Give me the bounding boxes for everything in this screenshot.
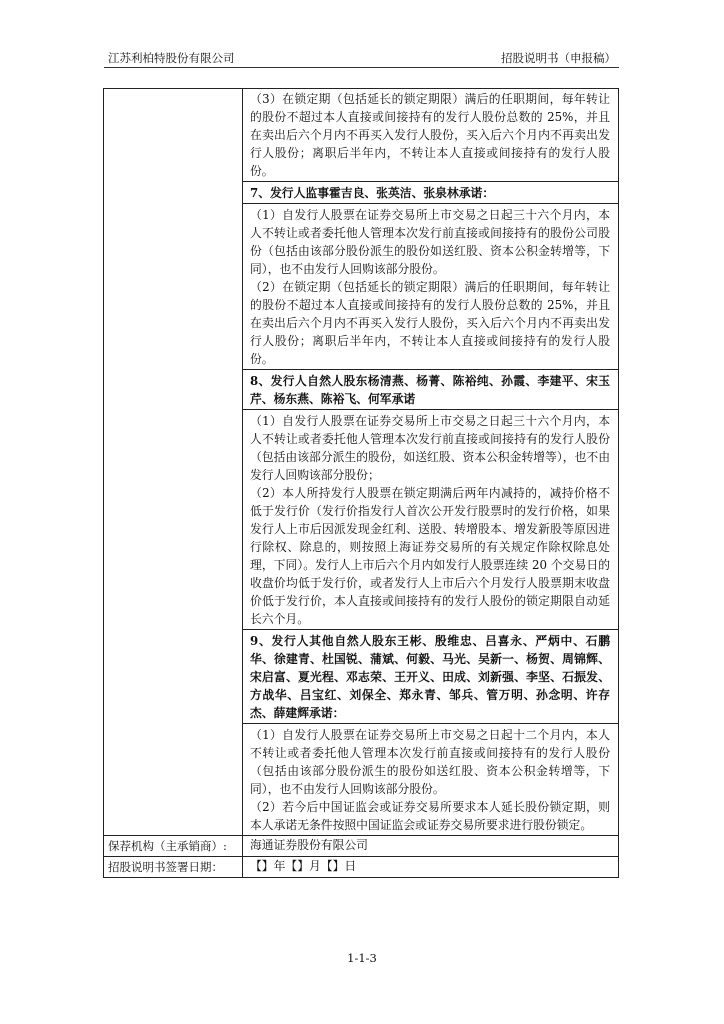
commitments-row bbox=[104, 89, 618, 835]
sponsor-value: 海通证券股份有限公司 bbox=[250, 838, 368, 852]
commitment-8-para-2: （2）本人所持发行人股票在锁定期满后两年内减持的，减持价格不低于发行价（发行价指发行人首次公开发行股票时的发行价格，如果发行人上市后因派发现金红利、送股、转增股本、增发新股等原因进行除权、除息的，则按照上海证券交易所的有关规定作除权除息处理，下同）。发行人上市后六个月内如发行人股票连续 20 个交易日的收盘价均低于发行价，或者发行人上市后六个月发行人股票期末收盘价低于发行价，本人直接或间接持有的发行人股份的锁定期限自动延长六个月。 bbox=[250, 486, 610, 626]
header-company: 江苏利柏特股份有限公司 bbox=[108, 51, 235, 65]
commitment-9-para-2: （2）若今后中国证监会或证券交易所要求本人延长股份锁定期，则本人承诺无条件按照中国证监会或证券交易所要求进行股份锁定。 bbox=[250, 800, 610, 832]
sign-date-value: 【】年【】月【】日 bbox=[250, 859, 357, 873]
commitment-8-block bbox=[243, 409, 618, 629]
commitments-label-cell bbox=[104, 89, 243, 835]
commitments-content-cell bbox=[243, 89, 618, 835]
sponsor-row bbox=[104, 835, 618, 856]
commitment-8-title: 8、发行人自然人股东杨清燕、杨菁、陈裕纯、孙霞、李建平、宋玉芹、杨东燕、陈裕飞、何军承诺 bbox=[250, 374, 610, 406]
commitment-7-title-block bbox=[243, 181, 618, 203]
commitment-8-title-block bbox=[243, 369, 618, 409]
page-number: 1-1-3 bbox=[347, 951, 377, 965]
commitment-7-para-2: （2）在锁定期（包括延长的锁定期限）满后的任职期间，每年转让的股份不超过本人直接或间接持有的发行人股份总数的 25%，并且在卖出后六个月内不再买入发行人股份，买入后六个月内不再卖出发行人股份；离职后半年内，不转让本人直接或间接持有的发行人股份。 bbox=[250, 280, 610, 366]
header-doc-title: 招股说明书（申报稿） bbox=[501, 51, 616, 65]
commitment-9-title: 9、发行人其他自然人股东王彬、殷维忠、吕喜永、严炳中、石鹏华、徐建青、杜国锐、蒲斌、何毅、马光、吴新一、杨贺、周锦辉、宋启富、夏光程、邓志荣、王开义、田成、刘新强、李坚、石振发、方战华、吕宝红、刘保全、郑永青、邹兵、管万明、孙念明、许存杰、薛建辉承诺： bbox=[250, 634, 610, 720]
info-table bbox=[103, 88, 619, 878]
header-rule bbox=[104, 67, 619, 68]
sign-date-label: 招股说明书签署日期： bbox=[104, 857, 243, 877]
commitment-6-block bbox=[243, 89, 618, 181]
commitment-9-block bbox=[243, 723, 618, 835]
commitment-6-para-3: （3）在锁定期（包括延长的锁定期限）满后的任职期间，每年转让的股份不超过本人直接或间接持有的发行人股份总数的 25%，并且在卖出后六个月内不再买入发行人股份，买入后六个月内不再卖出发行人股份；离职后半年内，不转让本人直接或间接持有的发行人股份。 bbox=[250, 92, 610, 178]
commitment-9-title-block bbox=[243, 629, 618, 723]
commitment-8-para-1: （1）自发行人股票在证券交易所上市交易之日起三十六个月内，本人不转让或者委托他人管理本次发行前直接或间接持有的发行人股份（包括由该部分派生的股份，如送红股、资本公积金转增等），也不由发行人回购该部分股份； bbox=[250, 414, 610, 482]
commitment-9-para-1: （1）自发行人股票在证券交易所上市交易之日起十二个月内，本人不转让或者委托他人管理本次发行前直接或间接持有的发行人股份（包括由该部分股份派生的股份如送红股、资本公积金转增等，下同），也不由发行人回购该部分股份。 bbox=[250, 728, 610, 796]
commitment-7-block bbox=[243, 203, 618, 369]
commitment-7-para-1: （1）自发行人股票在证券交易所上市交易之日起三十六个月内，本人不转让或者委托他人管理本次发行前直接或间接持有的股份公司股份（包括由该部分股份派生的股份如送红股、资本公积金转增等，下同），也不由发行人回购该部分股份。 bbox=[250, 208, 610, 276]
commitment-7-title: 7、发行人监事霍吉良、张英洁、张泉林承诺： bbox=[250, 186, 495, 200]
sponsor-label: 保荐机构（主承销商）: bbox=[104, 836, 243, 856]
sign-date-row bbox=[104, 856, 618, 877]
